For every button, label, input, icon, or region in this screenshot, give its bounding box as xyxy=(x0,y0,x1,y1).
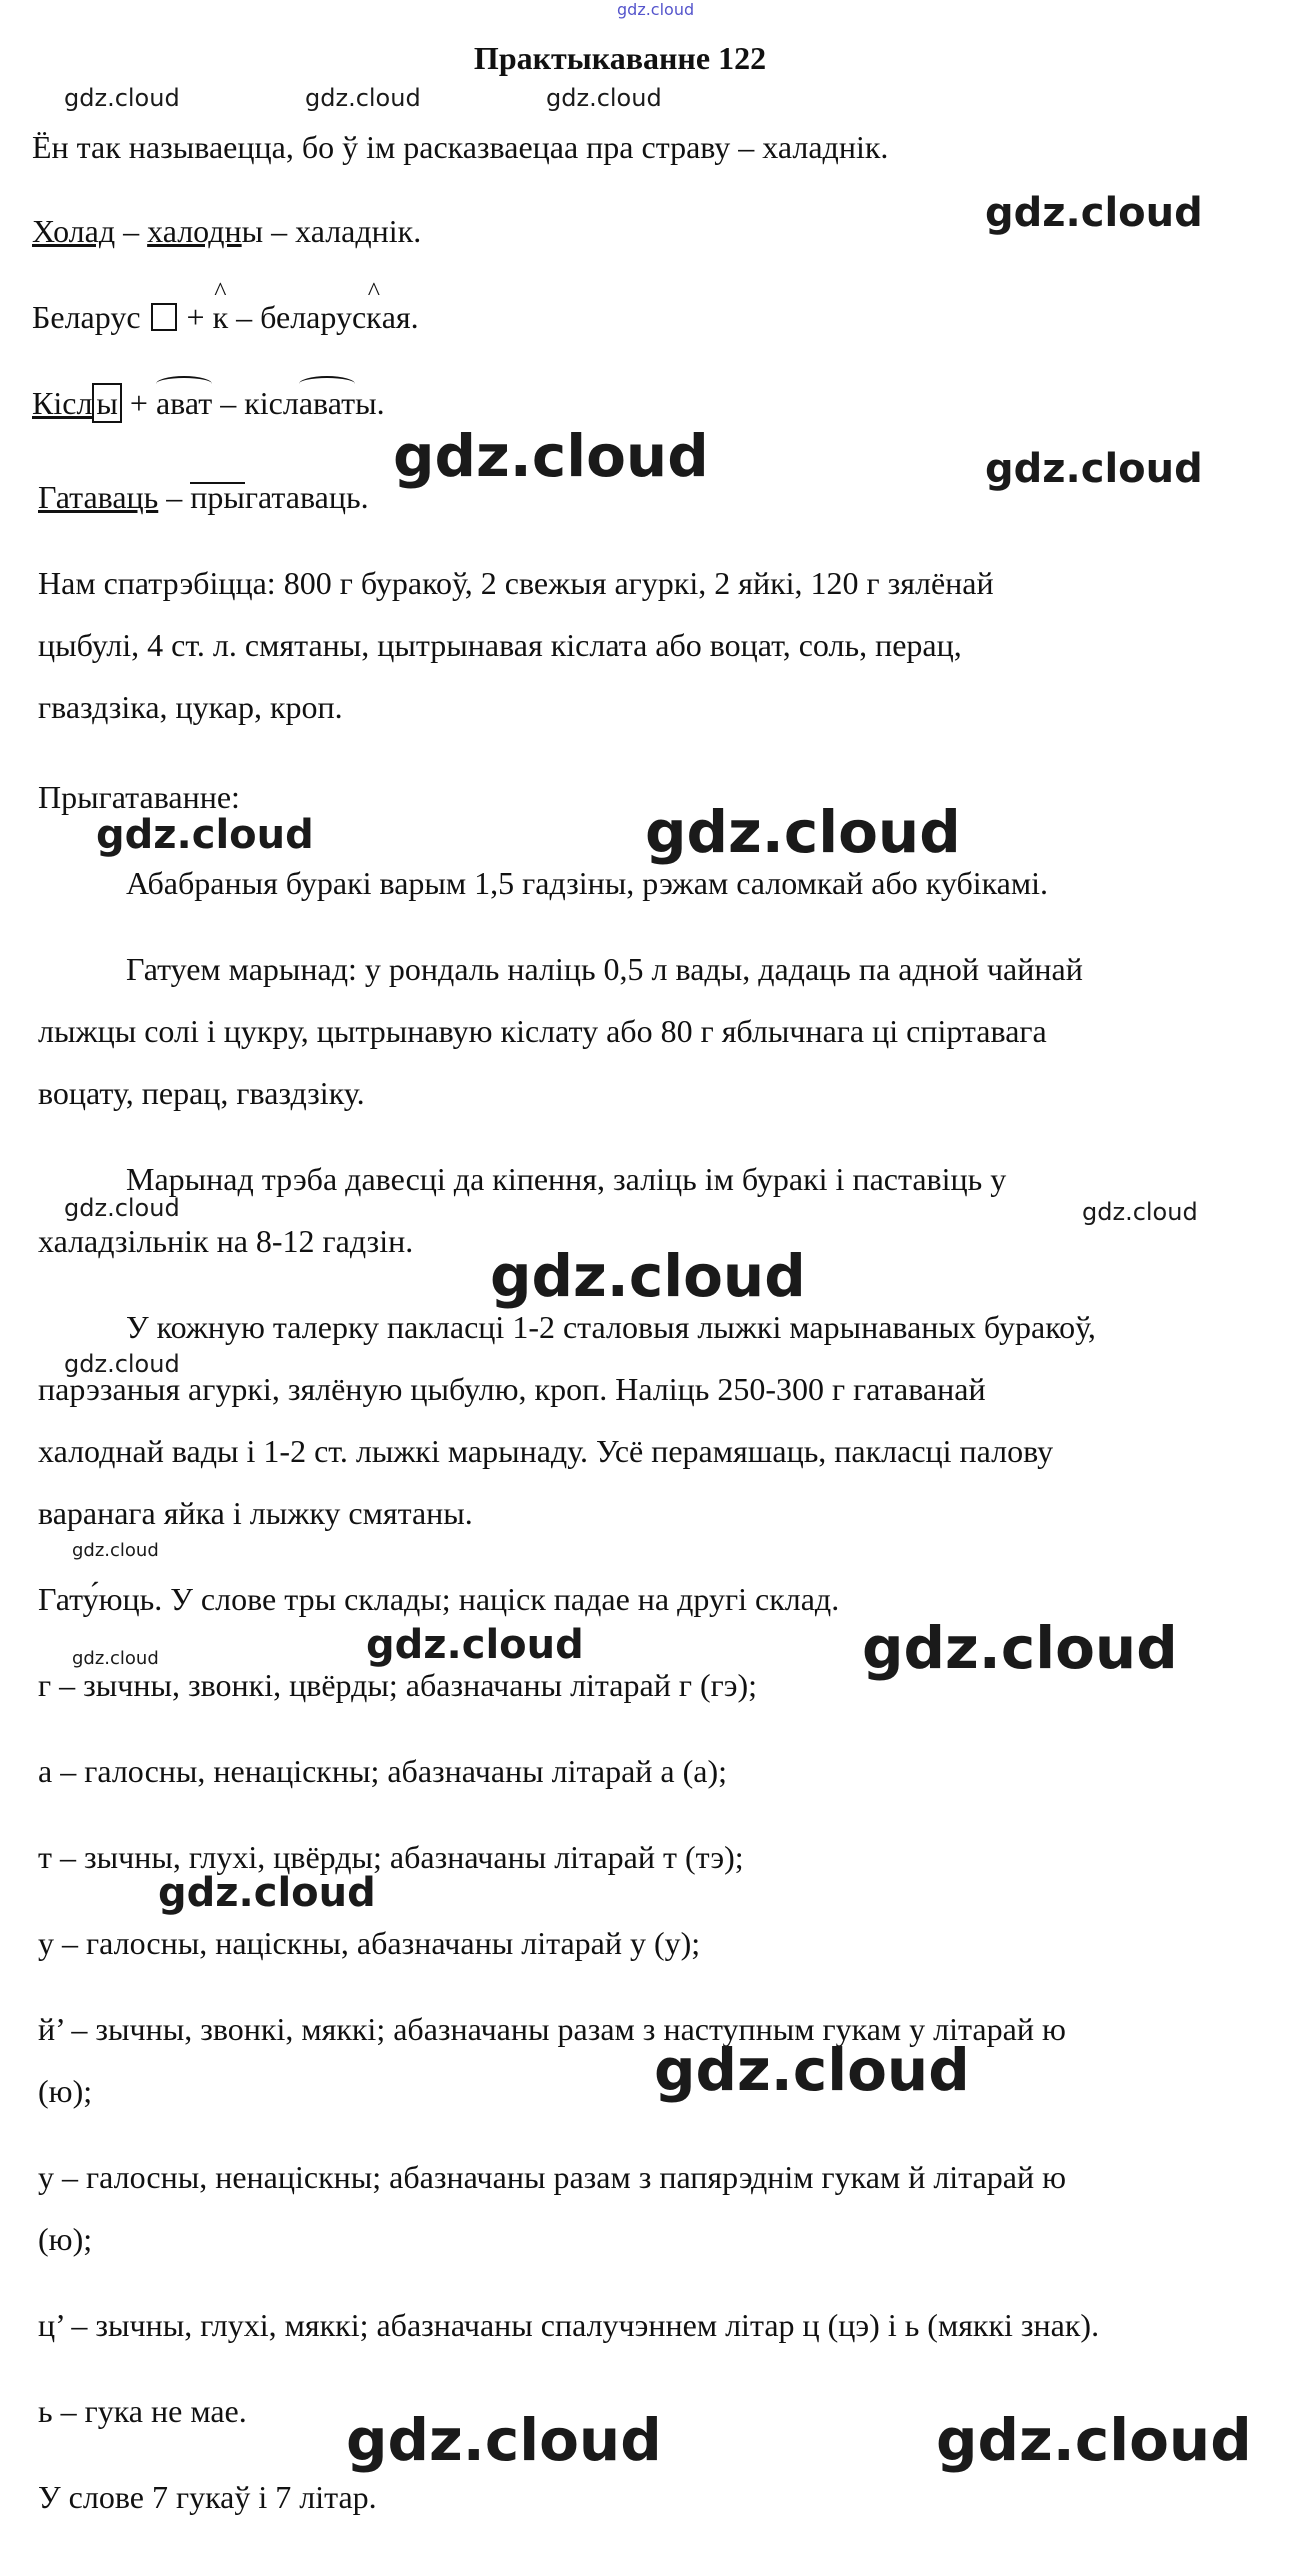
root-word: Гатаваць xyxy=(38,479,159,515)
step-line: Гатуем марынад: у рондаль наліць 0,5 л вады, дадаць па адной чайнай xyxy=(126,951,1083,987)
word-analysis-line-3: Кісл ы + ават – кіславаты. xyxy=(32,385,385,421)
zero-ending-box xyxy=(151,303,177,331)
ending-box: ы xyxy=(92,383,122,423)
step-line: воцату, перац, гваздзіку. xyxy=(38,1075,365,1111)
word-analysis-line-4: Гатаваць – прыгатаваць. xyxy=(38,479,369,515)
watermark-top: gdz.cloud xyxy=(617,0,695,19)
ingredients-line: Нам спатрэбіцца: 800 г буракоў, 2 свежыя агуркі, 2 яйкі, 120 г зялёнай xyxy=(38,565,994,601)
suffix-mark: ават xyxy=(298,385,356,421)
watermark: gdz.cloud xyxy=(305,84,421,112)
step-line: халоднай вады і 1-2 ст. лыжкі марынаду. Усё перамяшаць, пакласці палову xyxy=(38,1433,1054,1469)
watermark: gdz.cloud xyxy=(985,446,1203,492)
watermark: gdz.cloud xyxy=(96,812,314,858)
derived-root: халодн xyxy=(147,213,242,249)
phonetic-line: й’ – зычны, звонкі, мяккі; абазначаны разам з наступным гукам у літарай ю xyxy=(38,2011,1066,2047)
phonetic-line: (ю); xyxy=(38,2221,93,2257)
step-line: У кожную талерку пакласці 1-2 сталовыя лыжкі марынаваных буракоў, xyxy=(126,1309,1096,1345)
watermark: gdz.cloud xyxy=(64,1350,180,1378)
root-word: Кісл xyxy=(32,385,93,421)
suffix-mark: ^ к xyxy=(213,298,229,336)
phonetic-line: т – зычны, глухі, цвёрды; абазначаны літарай т (тэ); xyxy=(38,1839,744,1875)
watermark: gdz.cloud xyxy=(366,1622,584,1668)
phonetic-line: а – галосны, ненаціскны; абазначаны літарай а (а); xyxy=(38,1753,728,1789)
phonetic-line: у – галосны, ненаціскны; абазначаны разам з папярэднім гукам й літарай ю xyxy=(38,2159,1066,2195)
watermark: gdz.cloud xyxy=(72,1540,159,1561)
watermark: gdz.cloud xyxy=(645,798,961,866)
step-line: Абабраныя буракі варым 1,5 гадзіны, рэжам саломкай або кубікамі. xyxy=(126,865,1049,901)
prep-heading: Прыгатаванне: xyxy=(38,779,240,815)
step-line: лыжцы солі і цукру, цытрынавую кіслату або 80 г яблычнага ці спіртавага xyxy=(38,1013,1047,1049)
word-analysis-line-2: Беларус + ^ к – беларус^ кая. xyxy=(32,298,419,336)
watermark: gdz.cloud xyxy=(64,1194,180,1222)
word-analysis-line-1: Холад – халодны – халаднік. xyxy=(32,213,422,249)
page-title: Практыкаванне 122 xyxy=(473,40,767,76)
step-line: парэзаныя агуркі, зялёную цыбулю, кроп. Наліць 250-300 г гатаванай xyxy=(38,1371,986,1407)
watermark: gdz.cloud xyxy=(985,190,1203,236)
root-word: Холад xyxy=(32,213,116,249)
watermark: gdz.cloud xyxy=(64,84,180,112)
ingredients-line: гваздзіка, цукар, кроп. xyxy=(38,689,343,725)
phonetic-line: г – зычны, звонкі, цвёрды; абазначаны літарай г (гэ); xyxy=(38,1667,758,1703)
watermark: gdz.cloud xyxy=(393,422,709,490)
ingredients-line: цыбулі, 4 ст. л. смятаны, цытрынавая кіслата або воцат, соль, перац, xyxy=(38,627,962,663)
watermark: gdz.cloud xyxy=(346,2406,662,2474)
watermark: gdz.cloud xyxy=(654,2036,970,2104)
phonetic-line: у – галосны, націскны, абазначаны літарай у (у); xyxy=(38,1925,701,1961)
prefix-mark: пры xyxy=(190,479,245,515)
intro-text: Ён так называецца, бо ў ім расказваецаа пра страву – халаднік. xyxy=(32,129,889,165)
phonetic-line: ь – гука не мае. xyxy=(38,2393,247,2429)
step-line: халадзільнік на 8-12 гадзін. xyxy=(38,1223,414,1259)
watermark: gdz.cloud xyxy=(490,1242,806,1310)
watermark: gdz.cloud xyxy=(862,1614,1178,1682)
suffix-mark: ^ к xyxy=(366,298,382,336)
step-line: Марынад трэба давесці да кіпення, заліць ім буракі і паставіць у xyxy=(126,1161,1007,1197)
watermark: gdz.cloud xyxy=(158,1870,376,1916)
phonetic-line: (ю); xyxy=(38,2073,93,2109)
phonetic-line: ц’ – зычны, глухі, мяккі; абазначаны спалучэннем літар ц (цэ) і ь (мяккі знак). xyxy=(38,2307,1100,2343)
watermark: gdz.cloud xyxy=(72,1648,159,1669)
watermark: gdz.cloud xyxy=(936,2406,1252,2474)
suffix-mark: ават xyxy=(155,385,213,421)
watermark: gdz.cloud xyxy=(546,84,662,112)
watermark: gdz.cloud xyxy=(1082,1198,1198,1226)
phonetic-line: У слове 7 гукаў і 7 літар. xyxy=(38,2479,377,2515)
phonetic-line: Гату́юць. У слове тры склады; націск падае на другі склад. xyxy=(38,1581,840,1617)
step-line: варанага яйка і лыжку смятаны. xyxy=(38,1495,473,1531)
